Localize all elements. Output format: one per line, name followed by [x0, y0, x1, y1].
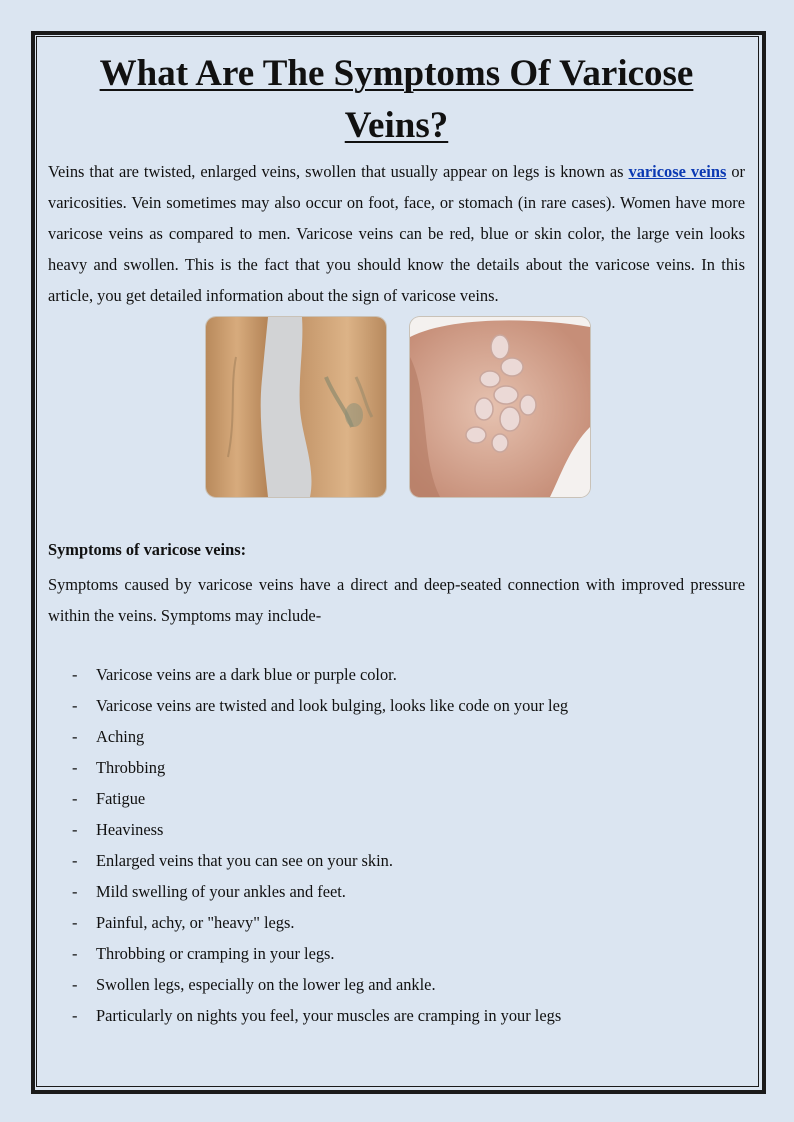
list-item-text: Particularly on nights you feel, your muscles are cramping in your legs: [96, 1006, 562, 1025]
list-item-text: Painful, achy, or "heavy" legs.: [96, 913, 295, 932]
list-item: [48, 845, 745, 876]
list-bullet: -: [72, 913, 78, 932]
list-item: [48, 938, 745, 969]
list-item: [48, 1000, 745, 1031]
list-bullet: -: [72, 820, 78, 839]
intro-paragraph: [48, 156, 745, 311]
symptoms-list: [48, 659, 745, 1031]
list-bullet: -: [72, 975, 78, 994]
list-item: [48, 969, 745, 1000]
list-item: [48, 690, 745, 721]
list-item: [48, 659, 745, 690]
varicose-legs-photo: [206, 317, 386, 497]
list-item: [48, 907, 745, 938]
list-item-text: Aching: [96, 727, 145, 746]
list-bullet: -: [72, 758, 78, 777]
list-item: [48, 721, 745, 752]
list-bullet: -: [72, 696, 78, 715]
list-item-text: Throbbing or cramping in your legs.: [96, 944, 335, 963]
symptoms-heading: Symptoms of varicose veins:: [48, 540, 247, 559]
list-bullet: -: [72, 944, 78, 963]
list-item: [48, 814, 745, 845]
list-bullet: -: [72, 727, 78, 746]
varicose-closeup-photo: [410, 317, 590, 497]
page-title: What Are The Symptoms Of Varicose Veins?: [99, 53, 694, 146]
document-body: [48, 48, 745, 1031]
list-item: [48, 876, 745, 907]
list-item: [48, 783, 745, 814]
list-item-text: Varicose veins are a dark blue or purple color.: [96, 665, 397, 684]
list-bullet: -: [72, 665, 78, 684]
intro-text-end: or varicosities. Vein sometimes may also occur on foot, face, or stomach (in rare cases). Women have more varicose veins as compared to men. Varicose veins can be red, blue or skin color, the large vein looks heavy and swollen. This is the fact that you should know the details about the varicose veins. In this article, you get detailed information about the sign of varicose veins.: [48, 162, 745, 305]
list-item-text: Varicose veins are twisted and look bulging, looks like code on your leg: [96, 696, 569, 715]
list-bullet: -: [72, 789, 78, 808]
list-bullet: -: [72, 1006, 78, 1025]
varicose-veins-link[interactable]: varicose veins: [628, 162, 727, 181]
list-item-text: Mild swelling of your ankles and feet.: [96, 882, 346, 901]
list-item: [48, 752, 745, 783]
list-item-text: Swollen legs, especially on the lower leg and ankle.: [96, 975, 436, 994]
symptoms-intro-paragraph: Symptoms caused by varicose veins have a direct and deep-seated connection with improved pressure within the veins. Symptoms may include-: [48, 575, 745, 625]
list-item-text: Enlarged veins that you can see on your skin.: [96, 851, 393, 870]
image-row: [48, 317, 745, 507]
intro-text-start: Veins that are twisted, enlarged veins, swollen that usually appear on legs is known as: [48, 162, 629, 181]
list-item-text: Fatigue: [96, 789, 146, 808]
list-item-text: Heaviness: [96, 820, 164, 839]
list-bullet: -: [72, 851, 78, 870]
list-item-text: Throbbing: [96, 758, 166, 777]
list-bullet: -: [72, 882, 78, 901]
